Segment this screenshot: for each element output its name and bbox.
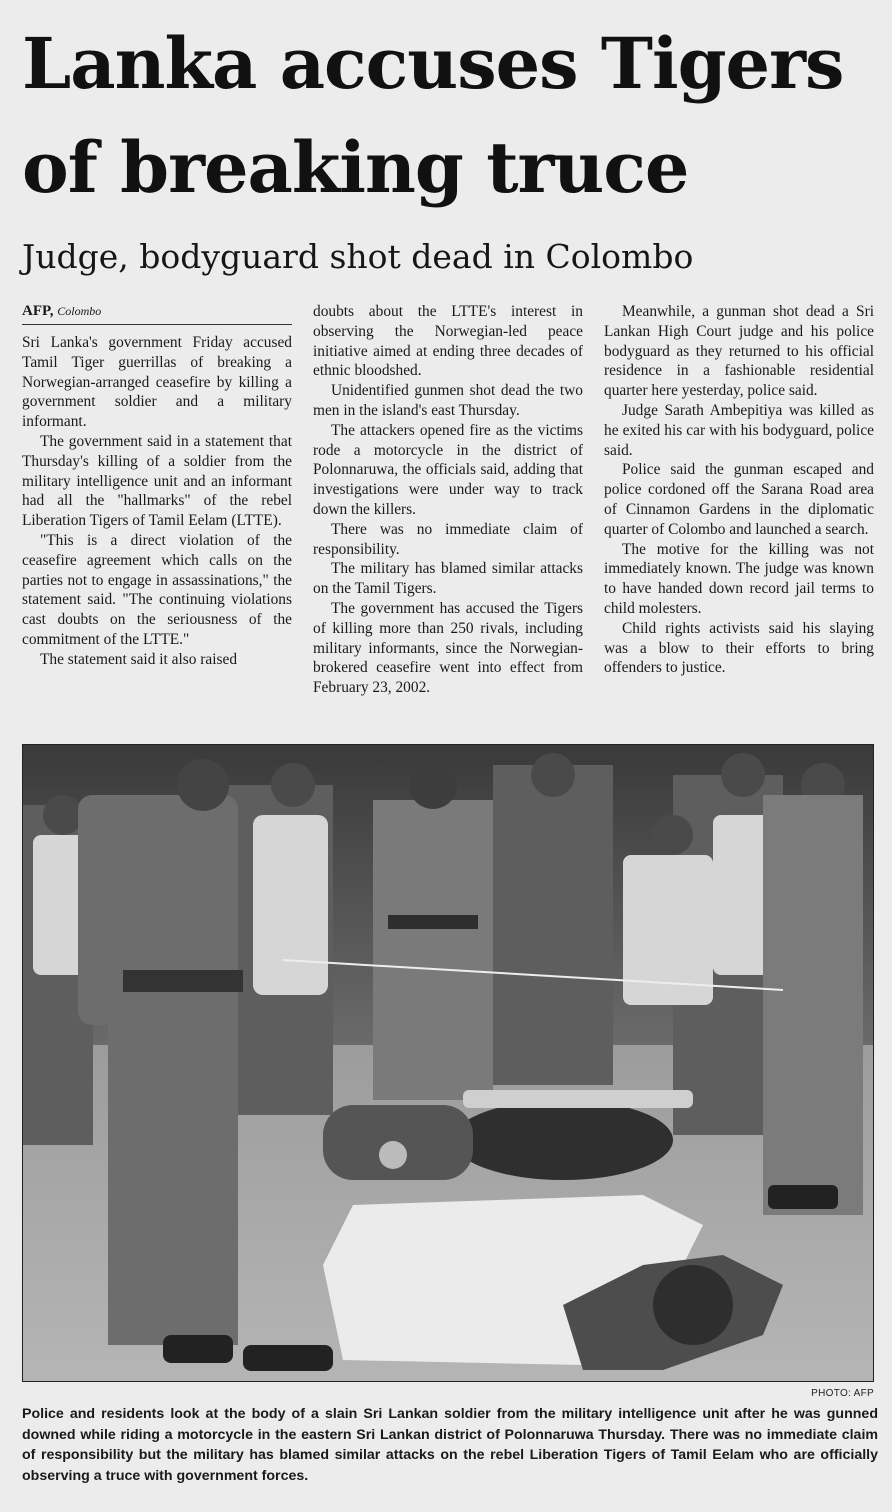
news-photo — [22, 744, 874, 1382]
photo-caption: Police and residents look at the body of a slain Sri Lankan soldier from the military intelligence unit after he was gunned downed while riding a motorcycle in the eastern Sri Lankan district of Polonnaruwa Thursday. There was no immediate claim of responsibility but the military has blamed similar attacks on the rebel Liberation Tigers of Tamil Eelam who are officially observing a truce with government forces. — [22, 1406, 878, 1484]
article-paragraph: Meanwhile, a gunman shot dead a Sri Lankan High Court judge and his police bodyguard as they returned to his official residence in a fashionable residential quarter here yesterday, police said. — [604, 303, 874, 400]
article-paragraph: Judge Sarath Ambepitiya was killed as he exited his car with his bodyguard, police said. — [604, 401, 874, 459]
article-body — [22, 302, 876, 742]
article-paragraph: The military has blamed similar attacks on the Tamil Tigers. — [313, 560, 583, 598]
photo-credit: PHOTO: AFP — [811, 1388, 874, 1399]
article-paragraph: The government said in a statement that Thursday's killing of a soldier from the military intelligence unit and an informant had all the "hallmarks" of the rebel Liberation Tigers of Tamil Eelam (LTTE). — [22, 432, 292, 530]
article-paragraph: Child rights activists said his slaying was a blow to their efforts to bring offenders to justice. — [604, 619, 874, 677]
article-paragraph: The statement said it also raised — [40, 650, 238, 668]
article-paragraph: The government has accused the Tigers of killing more than 250 rivals, including military informants, since the Norwegian-brokered ceasefire went into effect from February 23, 2002. — [313, 599, 583, 697]
article-paragraph: Police said the gunman escaped and police cordoned off the Sarana Road area of Cinnamon Gardens in the diplomatic quarter of Colombo and launched a search. — [604, 461, 874, 538]
article-paragraph: Sri Lanka's government Friday accused Tamil Tiger guerrillas of breaking a Norwegian-arranged ceasefire by killing a government soldier and a military informant. — [22, 334, 292, 431]
news-photo-illustration — [23, 745, 873, 1381]
article-column-3 — [604, 302, 874, 678]
article-column-2 — [313, 302, 583, 698]
byline — [22, 302, 292, 325]
article-paragraph: The motive for the killing was not immediately known. The judge was known to have handed down record jail terms to child molesters. — [604, 540, 874, 617]
article-paragraph: Unidentified gunmen shot dead the two men in the island's east Thursday. — [313, 382, 583, 419]
byline-agency: AFP, — [22, 303, 54, 319]
headline: Lanka accuses Tigers of breaking truce — [22, 22, 844, 209]
article-paragraph: There was no immediate claim of responsibility. — [313, 520, 583, 558]
article-column-1 — [22, 302, 292, 670]
article-paragraph: doubts about the LTTE's interest in observing the Norwegian-led peace initiative aimed at ending three decades of ethnic bloodshed. — [313, 303, 583, 380]
article-paragraph: The attackers opened fire as the victims rode a motorcycle in the district of Polonnaruwa, the officials said, adding that investigations were under way to track down the killers. — [313, 421, 583, 518]
subheadline: Judge, bodyguard shot dead in Colombo — [22, 237, 694, 276]
byline-place: Colombo — [57, 304, 102, 318]
article-paragraph: "This is a direct violation of the ceasefire agreement which calls on the parties not to engage in assassinations," the statement said. "The continuing violations cast doubts on the seriousness of the commitment of the LTTE." — [22, 531, 292, 648]
